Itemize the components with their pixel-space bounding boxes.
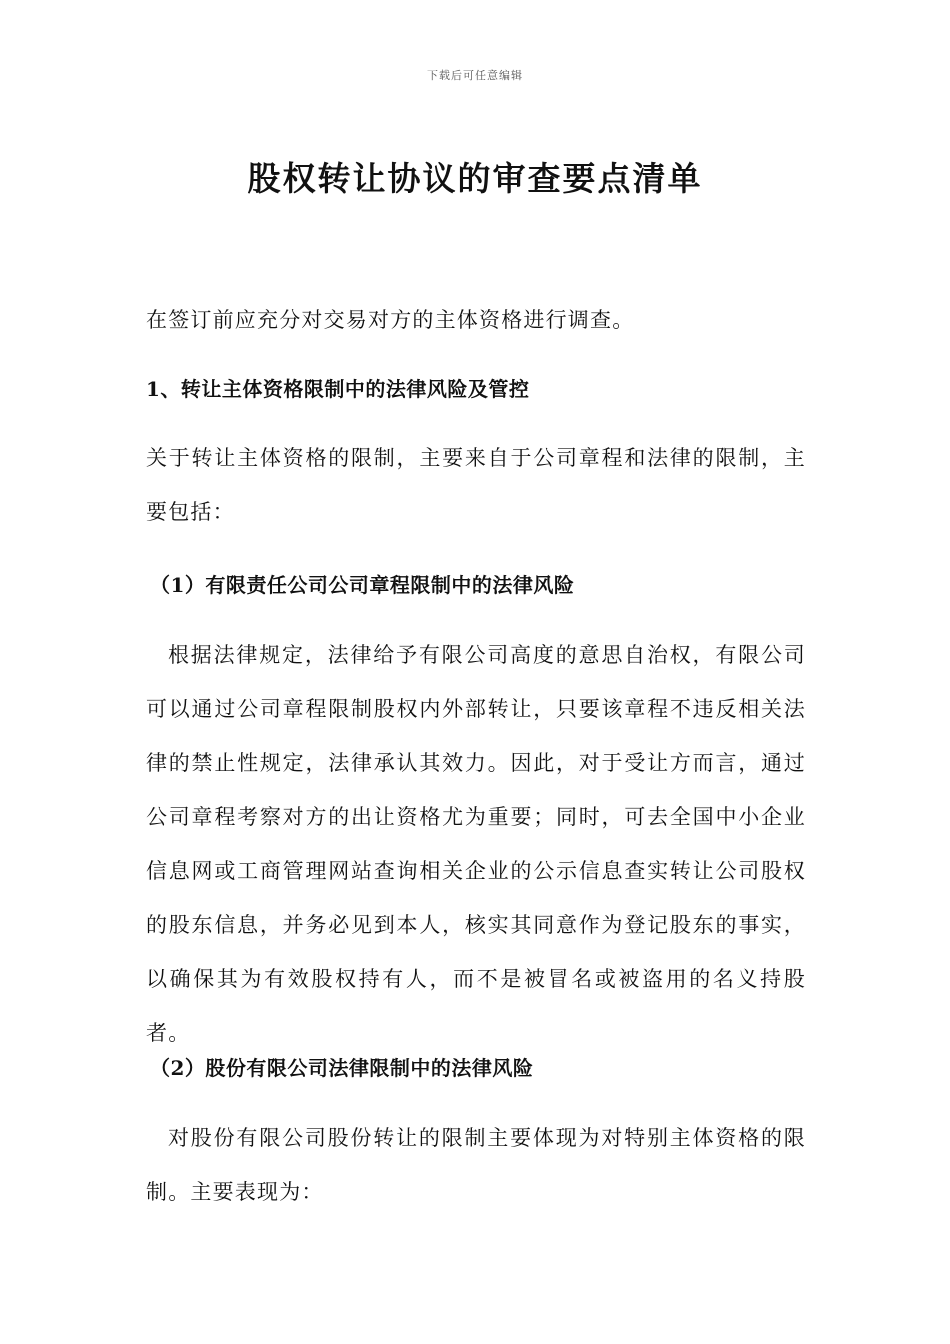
document-title: 股权转让协议的审查要点清单 [247,159,703,198]
subsection-1-paragraph: 根据法律规定，法律给予有限公司高度的意思自治权，有限公司可以通过公司章程限制股权内外部转让，只要该章程不违反相关法律的禁止性规定，法律承认其效力。因此，对于受让方而言，通过公司章程考察对方的出让资格尤为重要；同时，可去全国中小企业信息网或工商管理网站查询相关企业的公示信息查实转让公司股权的股东信息，并务必见到本人，核实其同意作为登记股东的事实，以确保其为有效股权持有人，而不是被冒名或被盗用的名义持股者。 [146,643,806,1045]
intro-paragraph: 在签订前应充分对交易对方的主体资格进行调查。 [146,308,635,332]
section-1-paragraph: 关于转让主体资格的限制，主要来自于公司章程和法律的限制，主要包括： [146,446,806,524]
subsection-2-heading: （2）股份有限公司法律限制中的法律风险 [150,1056,534,1080]
page-header-note: 下载后可任意编辑 [427,69,523,82]
section-1-heading: 1、转让主体资格限制中的法律风险及管控 [146,377,530,401]
subsection-2-paragraph: 对股份有限公司股份转让的限制主要体现为对特别主体资格的限制。主要表现为： [146,1126,806,1204]
subsection-1-heading: （1）有限责任公司公司章程限制中的法律风险 [150,573,575,597]
